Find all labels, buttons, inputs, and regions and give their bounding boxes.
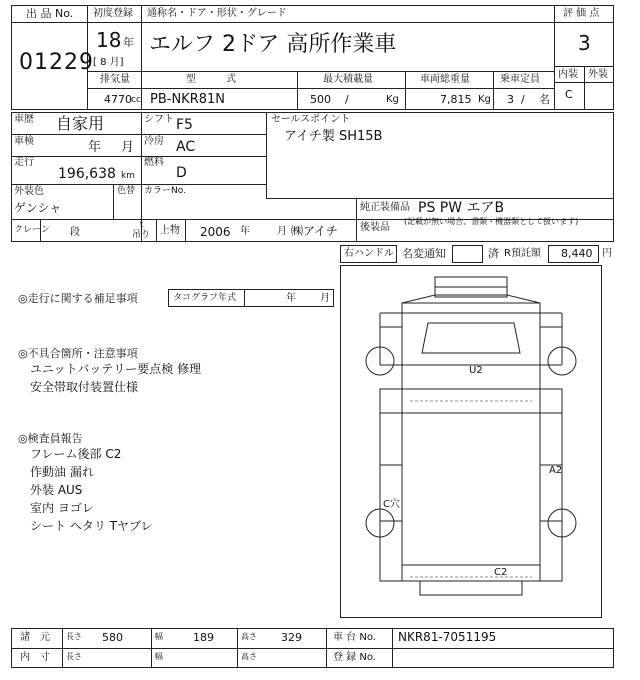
passengers-slash: / <box>521 93 525 106</box>
displacement-value: 4770 <box>104 93 132 106</box>
crane-steps: 段 <box>70 227 80 238</box>
crane-hanging: 吊り <box>132 230 151 240</box>
kg-unit: Kg <box>386 94 399 105</box>
capacity-value: 500 <box>310 93 331 106</box>
grade-label: 評 価 点 <box>563 8 600 19</box>
body-year-unit: 年 <box>240 226 250 237</box>
color-change-label: 色替 <box>117 186 136 196</box>
color-label: 外装色 <box>14 186 44 197</box>
recycle-status: 済 <box>488 247 499 260</box>
ac-label: 冷房 <box>144 136 164 147</box>
vehicle-diagram <box>340 265 602 618</box>
damage-c-hole: C穴 <box>383 499 400 510</box>
cc-unit: cc <box>131 95 141 105</box>
length-label: 長さ <box>66 632 82 641</box>
tacho-year-unit: 年 <box>286 293 296 304</box>
gross-weight-value: 7,815 <box>440 93 472 106</box>
inner-width-label: 幅 <box>155 652 163 661</box>
body-month-unit: 月 <box>277 226 287 237</box>
shift-label: シフト <box>144 114 174 125</box>
tacho-month-unit: 月 <box>320 293 330 304</box>
name-change-label: 名変通知 <box>402 247 446 260</box>
capacity-label: 最大積載量 <box>323 74 373 85</box>
recycle-unit: 円 <box>602 248 612 259</box>
shift-value: F5 <box>176 117 193 133</box>
ac-value: AC <box>176 139 196 155</box>
lot-number: 01229 <box>19 50 94 75</box>
km-unit: km <box>121 171 135 181</box>
recycle-label: R預託額 <box>504 248 541 259</box>
sales-point-label: セールスポイント <box>271 114 351 125</box>
height-value: 329 <box>281 631 302 644</box>
model-value: PB-NKR81N <box>150 92 225 107</box>
name-change-box <box>452 245 483 263</box>
inspector-item: 室内 ヨゴレ <box>30 501 94 515</box>
inspector-item: 外装 AUS <box>30 483 83 497</box>
crane-label: クレーン <box>14 225 50 235</box>
grade-value: 3 <box>578 31 591 55</box>
length-value: 580 <box>102 631 123 644</box>
defects-title: ◎不具合箇所・注意事項 <box>18 347 138 360</box>
color-number-label: カラーNo. <box>144 186 186 196</box>
car-name: エルフ 2ドア 高所作業車 <box>149 32 397 57</box>
inner-length-label: 長さ <box>66 652 82 661</box>
run-remarks-title: ◎走行に関する補足事項 <box>18 292 138 305</box>
body-maker: ㈱アイチ <box>291 224 338 238</box>
reg-year-unit: 年 <box>123 36 134 49</box>
lot-label: 出 品 No. <box>26 7 74 20</box>
inner-height-label: 高さ <box>241 652 257 661</box>
chassis-label: 車 台 No. <box>333 632 376 643</box>
body-label: 上物 <box>160 225 180 236</box>
inspector-item: 作動油 漏れ <box>30 465 94 479</box>
damage-a2: A2 <box>549 465 563 476</box>
inspection-month-unit: 月 <box>121 140 135 155</box>
inspector-title: ◎検査員報告 <box>18 432 83 445</box>
reg-label: 初度登録 <box>93 8 133 19</box>
capacity-slash: / <box>345 93 349 106</box>
interior-label: 内装 <box>558 69 578 80</box>
inspector-item: フレーム後部 C2 <box>30 447 122 461</box>
exterior-label: 外装 <box>588 69 608 80</box>
passengers-unit: 名 <box>539 93 550 106</box>
equipment-label: 純正装備品 <box>360 202 410 213</box>
width-label: 幅 <box>155 632 163 641</box>
registration-no-label: 登 録 No. <box>333 652 376 663</box>
crane-ton: t <box>140 220 144 229</box>
width-value: 189 <box>193 631 214 644</box>
color-value: ゲンシャ <box>14 201 62 215</box>
gross-weight-label: 車両総重量 <box>420 74 470 85</box>
inspector-item: シート ヘタリ Tヤブレ <box>30 519 153 533</box>
tacho-label: タコグラフ年式 <box>173 293 237 303</box>
passengers-label: 乗車定員 <box>500 74 540 85</box>
model-label: 型 式 <box>186 74 236 85</box>
interior-grade: C <box>565 88 573 101</box>
reg-month: [ 8 月] <box>93 57 124 68</box>
reg-year: 18 <box>96 28 122 52</box>
fuel-value: D <box>176 165 187 181</box>
inspection-label: 車検 <box>14 136 34 147</box>
fuel-label: 燃料 <box>144 157 164 168</box>
equipment-value: PS PW エアB <box>418 200 505 216</box>
history-value: 自家用 <box>56 114 105 133</box>
chassis-number: NKR81-7051195 <box>398 630 497 644</box>
carname-label: 通称名・ドア・形状・グレード <box>147 8 287 19</box>
passengers-value: 3 <box>507 93 514 106</box>
rhd-label: 右ハンドル <box>344 248 394 259</box>
defect-item: 安全帯取付装置仕様 <box>30 380 139 394</box>
aftermarket-note: (記載が無い場合、書類・機器類として扱います) <box>404 217 579 226</box>
defect-item: ユニットバッテリー要点検 修理 <box>30 362 202 376</box>
damage-u2: U2 <box>469 365 483 376</box>
mileage-label: 走行 <box>14 157 34 168</box>
inner-size-label: 内 寸 <box>20 652 50 663</box>
inspection-year-unit: 年 <box>88 140 102 155</box>
aftermarket-label: 後装品 <box>360 222 390 233</box>
displacement-label: 排気量 <box>100 74 130 85</box>
recycle-amount: 8,440 <box>561 247 593 260</box>
history-label: 車歴 <box>14 114 34 125</box>
damage-c2: C2 <box>494 567 508 578</box>
specs-label: 諸 元 <box>20 632 50 643</box>
gross-kg-unit: Kg <box>478 94 491 105</box>
body-year: 2006 <box>200 225 231 239</box>
sales-point-value: アイチ製 SH15B <box>284 129 383 144</box>
height-label: 高さ <box>241 632 257 641</box>
mileage-value: 196,638 <box>58 166 116 182</box>
